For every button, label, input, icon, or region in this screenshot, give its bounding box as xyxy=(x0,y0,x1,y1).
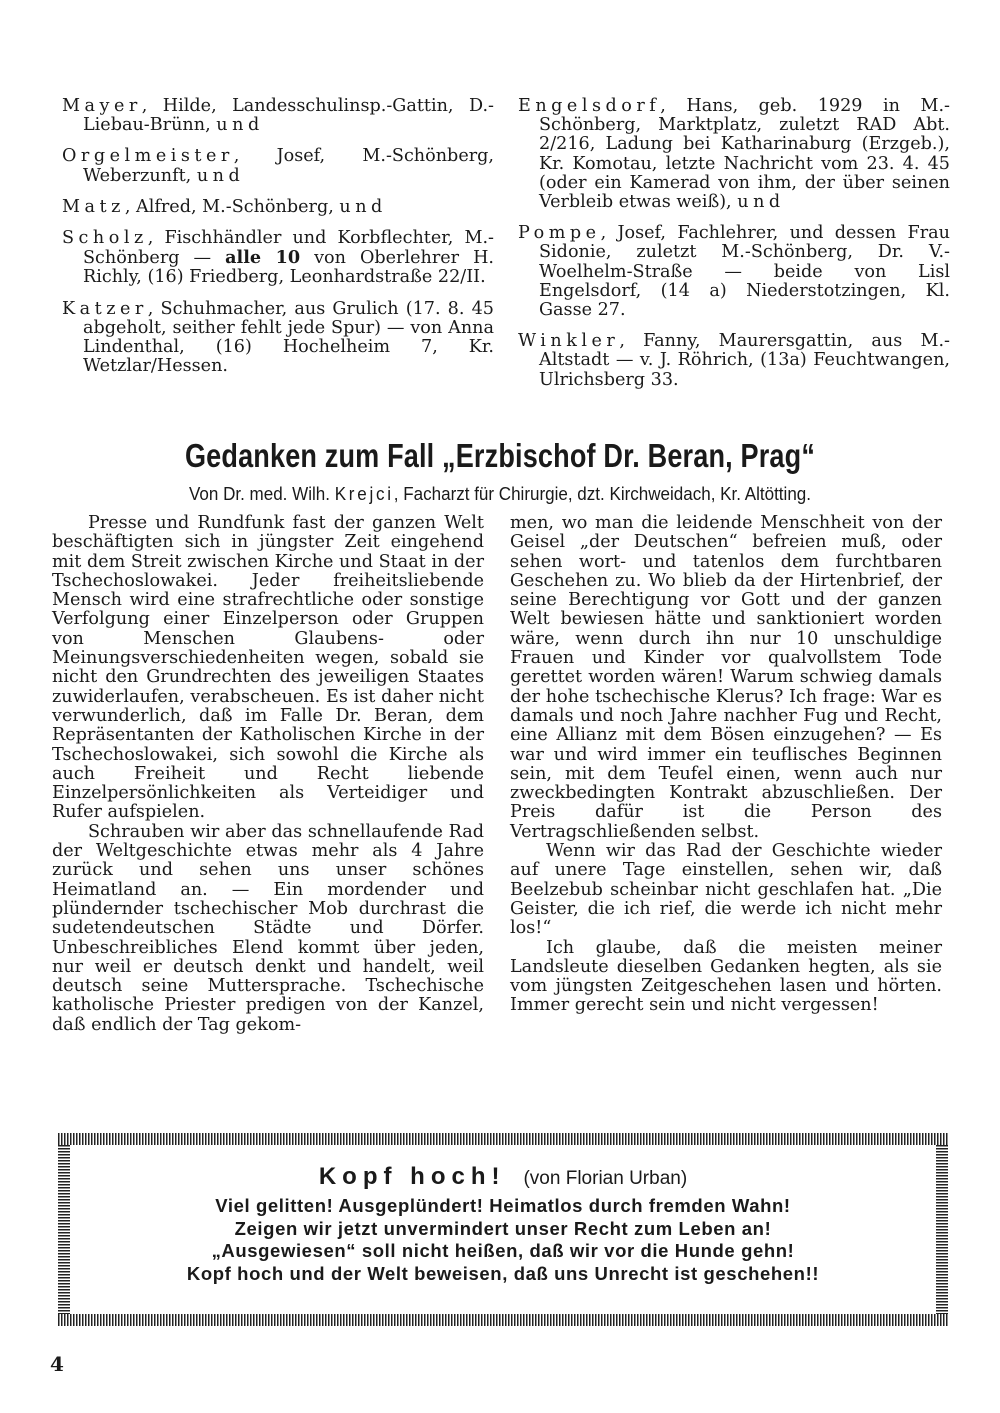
notice-entry: Winkler, Fanny, Maurersgattin, aus M.-Altstadt — v. J. Röhrich, (13a) Feuchtwangen, Ulrichsberg 33. xyxy=(518,331,950,390)
notices-left-column xyxy=(62,97,494,388)
hatched-border-top xyxy=(58,1133,948,1145)
notice-entry: Katzer, Schuhmacher, aus Grulich (17. 8. 45 abgeholt, seither fehlt jede Spur) — von Anna Lindenthal, (16) Hochelheim 7, Kr. Wetzlar/Hessen. xyxy=(62,298,494,377)
poem-line: „Ausgewiesen“ soll nicht heißen, daß wir vor die Hunde gehn! xyxy=(211,1240,795,1261)
article-paragraph: men, wo man die leidende Menschheit von der Geisel „der Deutschen“ befreien muß, oder sehen wort- und tatenlos dem furchtbaren Geschehen zu. Wo blieb da der Hirtenbrief, der seine Berechtigung vor Gott und der ganzen Welt bewiesen hätte und sanktioniert worden wäre, wenn durch ihn nur 10 unschuldige Frauen und Kinder vor qualvollstem Tode gerettet worden wären! Warum schwieg damals der hohe tschechische Klerus? Ich frage: War es damals und noch Jahre nachher Fug und Recht, eine Allianz mit dem Bösen einzugehen? — Es war und wird immer ein teuflisches Beginnen sein, mit dem Teufel einen, wenn auch nur zweckbedingten Kontrakt abzuschließen. Der Preis dafür ist die Person des Vertragschließenden selbst. xyxy=(510,513,942,842)
hatched-border-bottom xyxy=(58,1314,948,1326)
notice-entry: Mayer, Hilde, Landesschulinsp.-Gattin, D.-Liebau-Brünn, und xyxy=(62,96,494,136)
page-number: 4 xyxy=(50,1352,64,1376)
poem-heading xyxy=(58,1163,948,1191)
notice-name: Orgelmeister xyxy=(62,146,234,167)
notices-right-column xyxy=(518,97,950,402)
author-name: Krejci xyxy=(334,483,394,504)
poem-author: (von Florian Urban) xyxy=(523,1168,688,1189)
notice-entry: Engelsdorf, Hans, geb. 1929 in M.-Schönberg, Marktplatz, zuletzt RAD Abt. 2/216, Ladung bei Katharinaburg (Erzgeb.), Kr. Komotau, letzte Nachricht vom 23. 4. 45 (oder ein Kamerad von ihm, der über seinen Verbleib etwas weiß), und xyxy=(518,96,950,213)
article-paragraph: Schrauben wir aber das schnellaufende Rad der Weltgeschichte etwas mehr als 4 Jahre zurück und sehen uns unser schönes Heimatland an. — Ein mordender und plündernder tschechischer Mob durchrast die sudetendeutschen Städte und Dörfer. Unbeschreibliches Elend kommt über jeden, nur weil er deutsch denkt und handelt, weil deutsch seine Muttersprache. Tschechische katholische Priester predigen von der Kanzel, daß endlich der Tag gekom- xyxy=(52,821,484,1035)
notice-entry: Pompe, Josef, Fachlehrer, und dessen Frau Sidonie, zuletzt M.-Schönberg, Dr. V.-Woelhelm-Straße — beide von Lisl Engelsdorf, (14 a) Niederstotzingen, Kl. Gasse 27. xyxy=(518,223,950,321)
notice-name: Pompe xyxy=(518,223,601,244)
poem-box xyxy=(58,1133,948,1326)
notice-name: Engelsdorf xyxy=(518,96,661,116)
article-paragraph: Ich glaube, daß die meisten meiner Landsleute dieselben Gedanken hegten, als sie vom jüngsten Zeitgeschehen lasen und hörten. Immer gerecht sein und nicht vergessen! xyxy=(510,937,942,1016)
notice-name: Matz xyxy=(62,196,125,217)
poem-line: Viel gelitten! Ausgeplündert! Heimatlos durch fremden Wahn! xyxy=(215,1195,791,1216)
poem-line: Zeigen wir jetzt unvermindert unser Recht zum Leben an! xyxy=(234,1217,772,1239)
article-column-right xyxy=(510,514,942,1016)
notice-name: Katzer xyxy=(62,298,148,319)
article-title: Gedanken zum Fall „Erzbischof Dr. Beran, Prag“ xyxy=(184,437,816,474)
notice-entry: Orgelmeister, Josef, M.-Schönberg, Weberzunft, und xyxy=(62,146,494,186)
notice-entry: Scholz, Fischhändler und Korbflechter, M.-Schönberg — alle 10 von Oberlehrer H. Richly, (16) Friedberg, Leonhardstraße 22/II. xyxy=(62,228,494,288)
notice-name: Mayer xyxy=(62,96,142,116)
notice-name: Winkler xyxy=(518,331,620,352)
poem-line: Kopf hoch und der Welt beweisen, daß uns Unrecht ist geschehen!! xyxy=(186,1262,820,1284)
article-paragraph: Wenn wir das Rad der Geschichte wieder auf unere Tage einstellen, sehen wir, daß Beelzebub scheinbar nicht geschlafen hat. „Die Geister, die ich rief, die werde ich nicht mehr los!“ xyxy=(510,841,942,939)
article-column-left xyxy=(52,514,484,1035)
notice-name: Scholz xyxy=(62,228,148,249)
poem-lines xyxy=(58,1195,948,1285)
notice-entry: Matz, Alfred, M.-Schönberg, und xyxy=(62,196,387,217)
article-paragraph: Presse und Rundfunk fast der ganzen Welt beschäftigten sich in jüngster Zeit eingehend mit dem Streit zwischen Kirche und Staat in der Tschechoslowakei. Jeder freiheitsliebende Mensch wird eine strafrechtliche oder sonstige Verfolgung einer Einzelperson oder Gruppen von Menschen Glaubens- oder Meinungsverschiedenheiten wegen, sobald sie nicht den Grundrechten des jeweiligen Staates zuwiderlaufen, verabscheuen. Es ist daher nicht verwunderlich, daß im Falle Dr. Beran, dem Repräsentanten der Katholischen Kirche in der Tschechoslowakei, sich sowohl die Kirche als auch Freiheit und Recht liebende Einzelpersönlichkeiten als Verteidiger und Rufer aufspielen. xyxy=(52,513,484,823)
article-byline: Von Dr. med. Wilh. Krejci, Facharzt für Chirurgie, dzt. Kirchweidach, Kr. Altötting. xyxy=(189,483,811,504)
poem-title: Kopf hoch! xyxy=(318,1163,506,1190)
